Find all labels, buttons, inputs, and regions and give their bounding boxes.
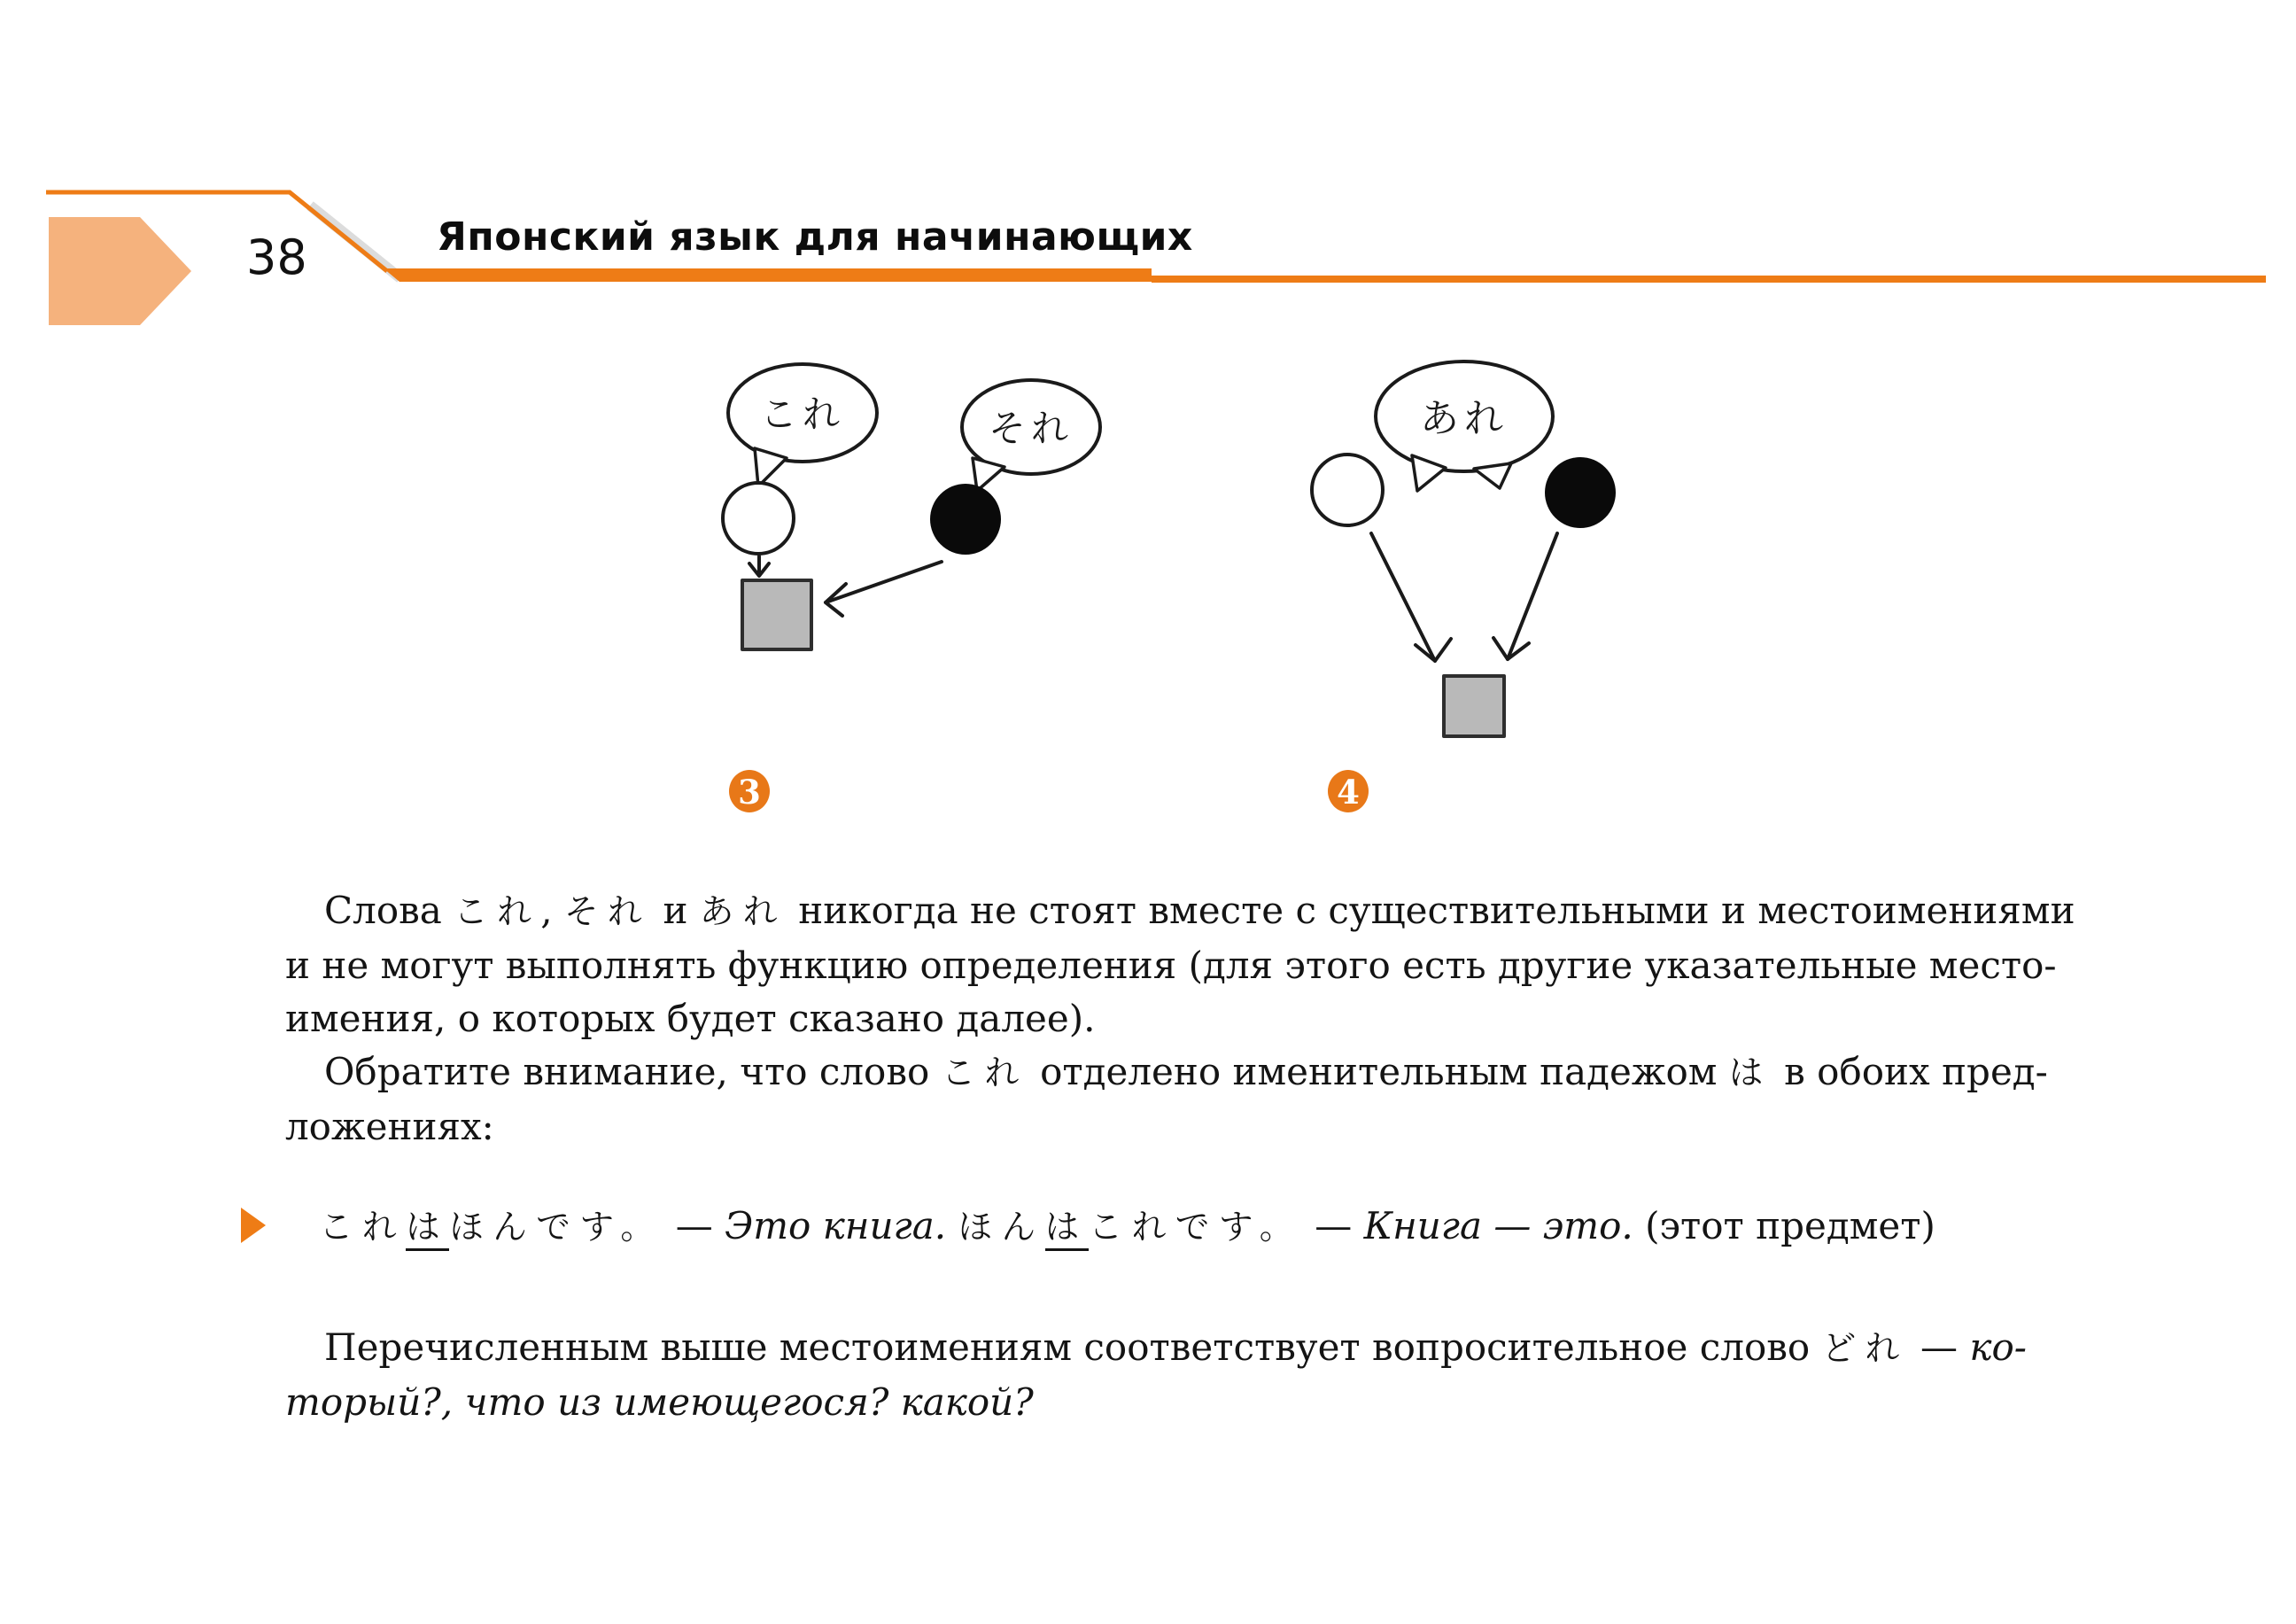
header-rule-shadow — [310, 206, 400, 278]
badge-3-number: 3 — [738, 773, 761, 812]
paragraph-1-line-1: Слова これ, それ и あれ никогда не стоят вместе с существительными и местоимениями — [324, 889, 2075, 932]
speech-bubble-are-tail-right — [1474, 463, 1511, 488]
example-sentence: これはほんです。 — Это книга. ほんはこれです。 — Книга — это. (этот предмет) — [319, 1200, 2066, 1255]
black-speaker-circle-right — [1545, 457, 1616, 528]
body-text — [285, 884, 2075, 1429]
white-speaker-circle — [723, 483, 794, 554]
example-sentence-row — [285, 1200, 2066, 1255]
arrow-are-right-shaft — [1508, 533, 1557, 659]
example-marker-icon — [241, 1208, 266, 1243]
page-tab-arrow-icon — [49, 217, 191, 325]
paragraph-3-line-1: Перечисленным выше местоимениям соответствует вопросительное слово どれ — ко- — [324, 1325, 2027, 1369]
arrow-are-left-head — [1416, 639, 1451, 661]
header-thick-bar — [384, 268, 1152, 282]
arrow-are-left-shaft — [1371, 533, 1435, 661]
paragraph-2-line-2: ложениях: — [285, 1105, 494, 1148]
bubble-text-kore: これ — [759, 392, 846, 436]
bubble-text-are: あれ — [1420, 396, 1509, 441]
header-thin-bar — [1152, 276, 2266, 283]
page-number: 38 — [246, 229, 307, 285]
page-title: Японский язык для начинающих — [437, 214, 1193, 260]
paragraph-1-line-2: и не могут выполнять функцию определения (для этого есть другие указательные место- — [285, 944, 2057, 987]
paragraph-1-line-3: имения, о которых будет сказано далее). — [285, 997, 1096, 1040]
object-square-left — [742, 580, 811, 649]
arrow-sore-shaft — [826, 562, 942, 602]
paragraph-2-line-1: Обратите внимание, что слово これ отделено именительным падежом は в обоих пред- — [324, 1050, 2048, 1093]
badge-4-number: 4 — [1337, 773, 1360, 812]
object-square-right — [1444, 676, 1504, 736]
black-speaker-circle — [930, 484, 1001, 555]
white-speaker-circle-right — [1312, 455, 1383, 525]
diagram-are — [1312, 361, 1616, 812]
diagram-kore-sore — [723, 364, 1100, 812]
bubble-text-sore: それ — [988, 407, 1074, 450]
paragraph-3-line-2: торый?, что из имеющегося? какой? — [285, 1380, 1034, 1424]
